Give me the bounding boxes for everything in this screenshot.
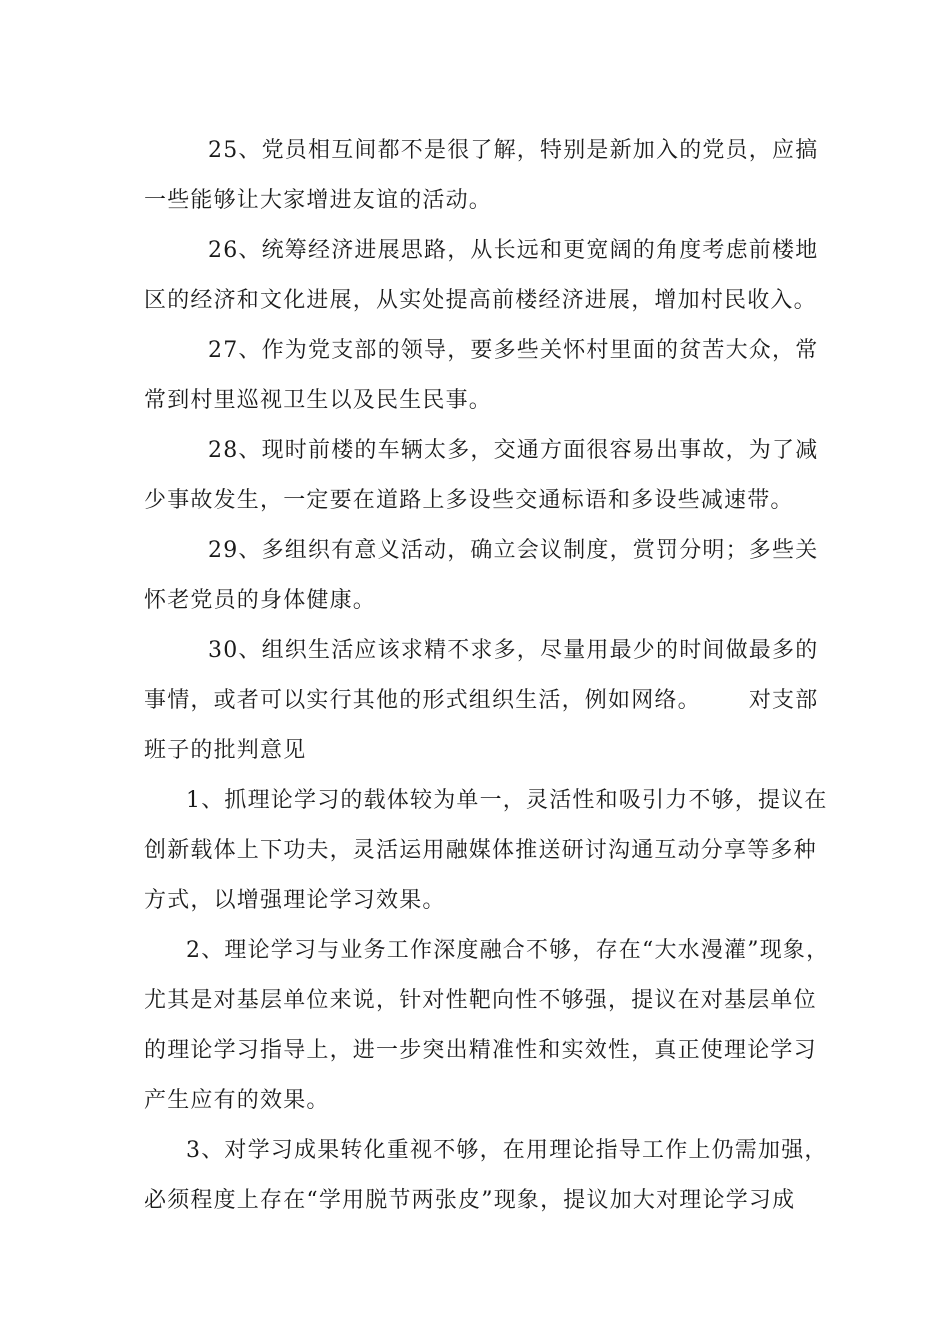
paragraph-27-line-1: 27、作为党支部的领导，要多些关怀村里面的贫苦大众，常 [208,338,819,363]
paragraph-30-line-2-text: 事情，或者可以实行其他的形式组织生活，例如网络。 [144,688,701,713]
criticism-2-line-1: 2、理论学习与业务工作深度融合不够，存在“大水漫灌”现象， [186,938,830,963]
criticism-3-line-1: 3、对学习成果转化重视不够，在用理论指导工作上仍需加强， [186,1138,828,1163]
criticism-1-line-3: 方式，以增强理论学习效果。 [144,888,446,913]
criticism-1-line-2: 创新载体上下功夫，灵活运用融媒体推送研讨沟通互动分享等多种 [144,838,817,863]
paragraph-29-line-1: 29、多组织有意义活动，确立会议制度，赏罚分明；多些关 [208,538,819,563]
paragraph-26-line-2: 区的经济和文化进展，从实处提高前楼经济进展，增加村民收入。 [144,288,817,313]
criticism-2-line-3: 的理论学习指导上，进一步突出精准性和实效性，真正使理论学习 [144,1038,817,1063]
criticism-3-line-2: 必须程度上存在“学用脱节两张皮”现象，提议加大对理论学习成 [144,1188,796,1213]
section-heading-end: 班子的批判意见 [144,738,307,763]
paragraph-29-line-2: 怀老党员的身体健康。 [144,588,377,613]
paragraph-25-line-1: 25、党员相互间都不是很了解，特别是新加入的党员，应搞 [208,138,819,163]
paragraph-25-line-2: 一些能够让大家增进友谊的活动。 [144,188,493,213]
criticism-2-line-4: 产生应有的效果。 [144,1088,330,1113]
criticism-2-line-2: 尤其是对基层单位来说，针对性靶向性不够强，提议在对基层单位 [144,988,817,1013]
paragraph-30-line-2 [144,686,844,716]
paragraph-28-line-1: 28、现时前楼的车辆太多，交通方面很容易出事故，为了减 [208,438,819,463]
paragraph-28-line-2: 少事故发生，一定要在道路上多设些交通标语和多设些减速带。 [144,488,794,513]
paragraph-27-line-2: 常到村里巡视卫生以及民生民事。 [144,388,493,413]
paragraph-26-line-1: 26、统筹经济进展思路，从长远和更宽阔的角度考虑前楼地 [208,238,819,263]
section-heading-start: 对支部 [748,688,819,713]
criticism-1-line-1: 1、抓理论学习的载体较为单一，灵活性和吸引力不够，提议在 [186,788,828,813]
paragraph-30-line-1: 30、组织生活应该求精不求多，尽量用最少的时间做最多的 [208,638,819,663]
